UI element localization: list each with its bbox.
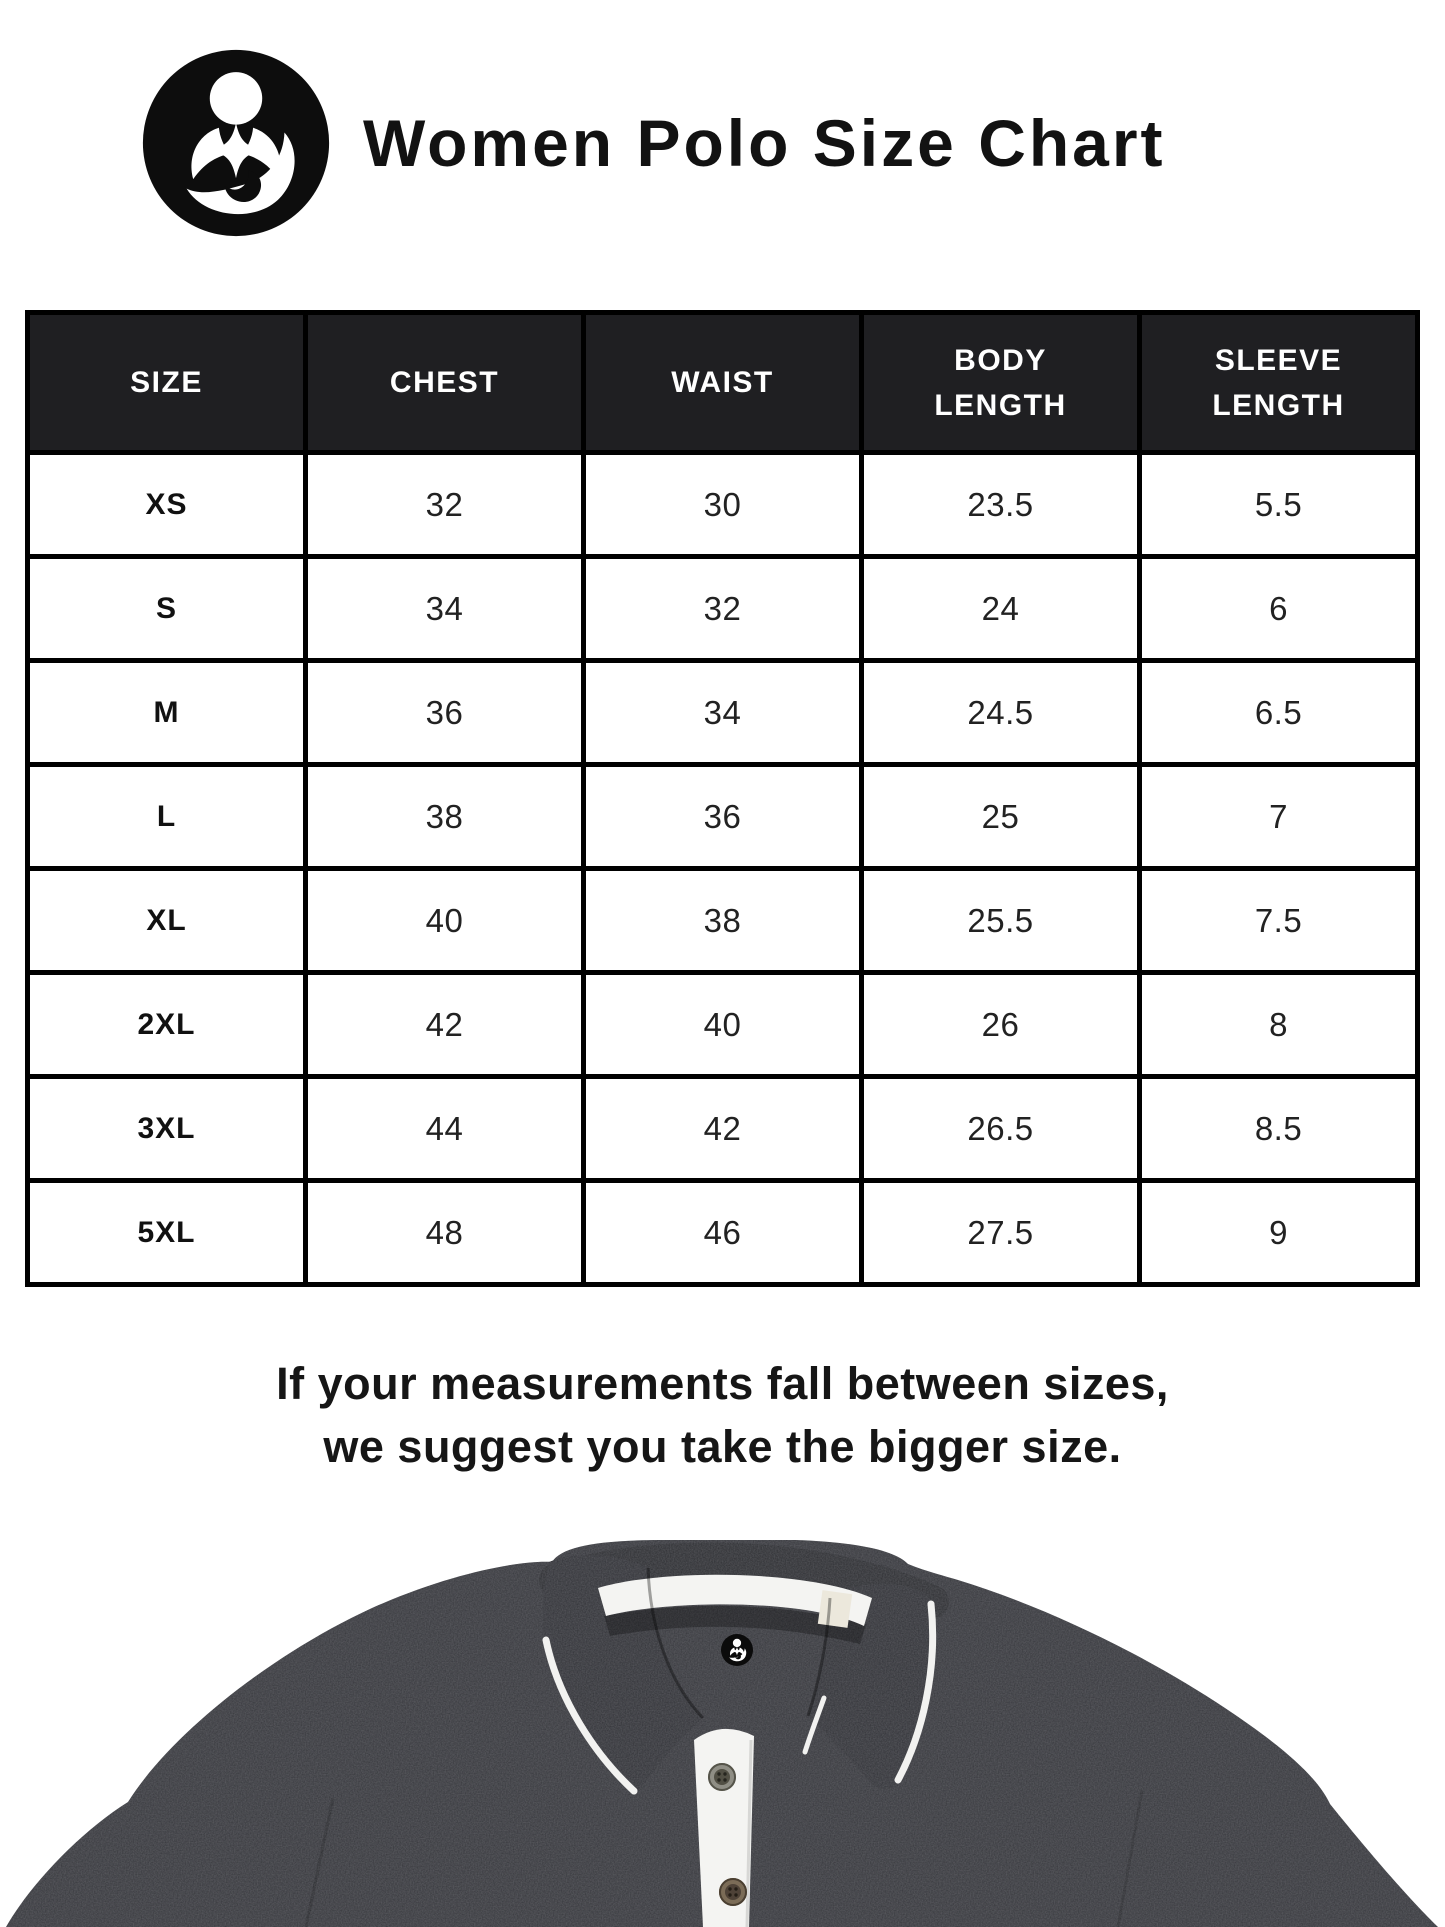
measurement-value: 40 — [306, 869, 584, 973]
measurement-value: 42 — [306, 973, 584, 1077]
sizing-note-line-2: we suggest you take the bigger size. — [323, 1421, 1122, 1472]
sizing-note-line-1: If your measurements fall between sizes, — [276, 1358, 1169, 1409]
table-row — [28, 661, 1418, 765]
measurement-value: 42 — [584, 1077, 862, 1181]
measurement-value: 46 — [584, 1181, 862, 1285]
table-row — [28, 1181, 1418, 1285]
size-label: XL — [28, 869, 306, 973]
table-row — [28, 453, 1418, 557]
measurement-value: 27.5 — [862, 1181, 1140, 1285]
button-bottom — [719, 1878, 747, 1906]
table-row — [28, 557, 1418, 661]
measurement-value: 44 — [306, 1077, 584, 1181]
table-row — [28, 765, 1418, 869]
size-label: 3XL — [28, 1077, 306, 1181]
measurement-value: 34 — [584, 661, 862, 765]
table-header-row — [28, 313, 1418, 453]
measurement-value: 26.5 — [862, 1077, 1140, 1181]
brand-logo-icon — [141, 48, 331, 238]
column-header: CHEST — [306, 313, 584, 453]
column-header: SLEEVE LENGTH — [1140, 313, 1418, 453]
measurement-value: 40 — [584, 973, 862, 1077]
measurement-value: 32 — [584, 557, 862, 661]
measurement-value: 24 — [862, 557, 1140, 661]
measurement-value: 6.5 — [1140, 661, 1418, 765]
measurement-value: 8 — [1140, 973, 1418, 1077]
measurement-value: 26 — [862, 973, 1140, 1077]
table-row — [28, 869, 1418, 973]
measurement-value: 9 — [1140, 1181, 1418, 1285]
size-label: 5XL — [28, 1181, 306, 1285]
measurement-value: 23.5 — [862, 453, 1140, 557]
measurement-value: 8.5 — [1140, 1077, 1418, 1181]
polo-shirt-graphic — [0, 1540, 1445, 1927]
sizing-note — [0, 1352, 1445, 1478]
measurement-value: 32 — [306, 453, 584, 557]
size-table-body — [28, 453, 1418, 1285]
size-label: L — [28, 765, 306, 869]
measurement-value: 30 — [584, 453, 862, 557]
size-label: S — [28, 557, 306, 661]
column-header: SIZE — [28, 313, 306, 453]
page-title: Women Polo Size Chart — [363, 106, 1166, 180]
table-row — [28, 973, 1418, 1077]
polo-shirt-image — [0, 1540, 1445, 1927]
measurement-value: 25 — [862, 765, 1140, 869]
measurement-value: 25.5 — [862, 869, 1140, 973]
neck-tag — [818, 1590, 852, 1628]
measurement-value: 6 — [1140, 557, 1418, 661]
measurement-value: 7.5 — [1140, 869, 1418, 973]
measurement-value: 38 — [584, 869, 862, 973]
table-row — [28, 1077, 1418, 1181]
measurement-value: 38 — [306, 765, 584, 869]
measurement-value: 34 — [306, 557, 584, 661]
size-label: XS — [28, 453, 306, 557]
size-label: M — [28, 661, 306, 765]
button-top — [708, 1763, 736, 1791]
measurement-value: 36 — [306, 661, 584, 765]
measurement-value: 48 — [306, 1181, 584, 1285]
measurement-value: 7 — [1140, 765, 1418, 869]
column-header: WAIST — [584, 313, 862, 453]
measurement-value: 5.5 — [1140, 453, 1418, 557]
size-chart-table — [25, 310, 1420, 1287]
measurement-value: 36 — [584, 765, 862, 869]
size-label: 2XL — [28, 973, 306, 1077]
collar-brand-patch — [721, 1634, 753, 1666]
measurement-value: 24.5 — [862, 661, 1140, 765]
column-header: BODY LENGTH — [862, 313, 1140, 453]
header — [141, 47, 1166, 239]
table-header — [28, 313, 1418, 453]
